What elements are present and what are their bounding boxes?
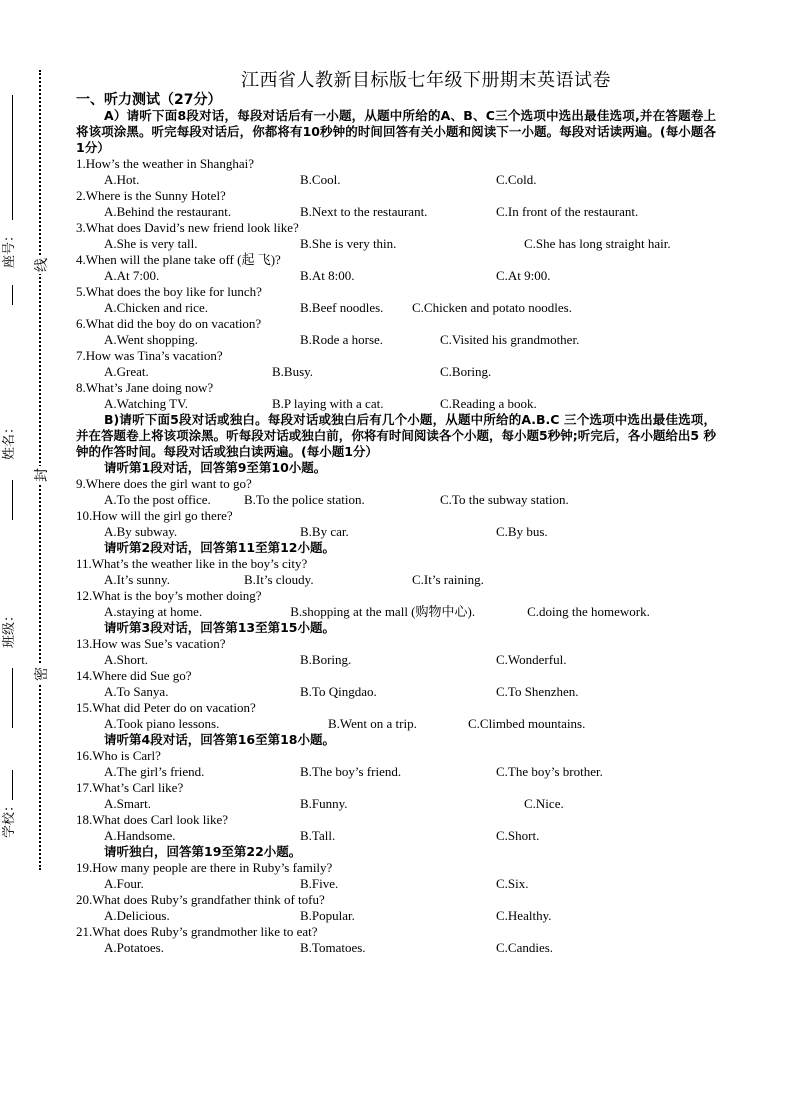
options-row	[76, 940, 716, 956]
options-row	[76, 492, 716, 508]
exam-content	[76, 70, 716, 956]
option-c: C.It’s raining.	[412, 572, 484, 587]
option-c: C.doing the homework.	[527, 604, 650, 619]
question-stem: 3.What does David’s new friend look like?	[76, 220, 299, 235]
option-b: B.To Qingdao.	[300, 684, 377, 699]
options-row	[76, 716, 716, 732]
option-a: A.Great.	[104, 364, 149, 379]
option-c: C.Healthy.	[496, 908, 552, 923]
part-b-instructions: B)请听下面5段对话或独白。每段对话或独白后有几个小题，从题中所给的A.B.C 三个选项中选出最佳选项，并在答题卷上将该项涂黑。听每段对话或独白前，你将有时间阅读各个小题，每小题5秒钟;听完后，各小题给出5 秒钟的作答时间。每段对话或独白读两遍。(每小题1分）	[76, 412, 716, 459]
option-a: A.Smart.	[104, 796, 151, 811]
option-a: A.Handsome.	[104, 828, 176, 843]
question-stem: 11.What’s the weather like in the boy’s city?	[76, 556, 308, 571]
name-underline	[12, 480, 13, 520]
question-stem: 21.What does Ruby’s grandmother like to eat?	[76, 924, 318, 939]
options-row	[76, 300, 716, 316]
option-a: A.Potatoes.	[104, 940, 164, 955]
option-a: A.Took piano lessons.	[104, 716, 220, 731]
class-label: 班级：	[2, 608, 17, 648]
option-c: C.To the subway station.	[440, 492, 569, 507]
option-b: B.shopping at the mall (购物中心).	[290, 604, 476, 619]
option-c: C.Nice.	[524, 796, 564, 811]
option-b: B.Beef noodles.	[300, 300, 384, 315]
dialogue-2-instruction: 请听第2段对话，回答第11至第12小题。	[104, 540, 335, 555]
option-a: A.staying at home.	[104, 604, 203, 619]
option-a: A.Went shopping.	[104, 332, 198, 347]
dialogue-3-instruction: 请听第3段对话，回答第13至第15小题。	[104, 620, 335, 635]
part-a-instructions: A）请听下面8段对话，每段对话后有一小题，从题中所给的A、B、C三个选项中选出最佳选项,并在答题卷上将该项涂黑。听完每段对话后，你都将有10秒钟的时间回答有关小题和阅读下一小题。每段对话读两遍。(每小题各1分）	[76, 108, 716, 155]
section-listening-heading: 一、听力测试（27分）	[76, 92, 222, 108]
option-b: B.By car.	[300, 524, 349, 539]
class-underline	[12, 668, 13, 728]
part-a-questions	[76, 156, 716, 412]
options-row	[76, 332, 716, 348]
option-b: B.Busy.	[272, 364, 314, 379]
binding-char-line: 线	[31, 256, 49, 274]
options-row	[76, 172, 716, 188]
options-row	[76, 204, 716, 220]
school-label: 学校：	[2, 798, 17, 838]
question-stem: 19.How many people are there in Ruby’s family?	[76, 860, 333, 875]
question-stem: 17.What’s Carl like?	[76, 780, 184, 795]
options-row	[76, 684, 716, 700]
option-a: A.Hot.	[104, 172, 140, 187]
question-stem: 5.What does the boy like for lunch?	[76, 284, 262, 299]
options-row	[76, 236, 716, 252]
option-a: A.At 7:00.	[104, 268, 160, 283]
option-b: B.At 8:00.	[300, 268, 355, 283]
question-stem: 14.Where did Sue go?	[76, 668, 192, 683]
option-a: A.To the post office.	[104, 492, 211, 507]
option-c: C.She has long straight hair.	[524, 236, 671, 251]
question-stem: 9.Where does the girl want to go?	[76, 476, 252, 491]
option-c: C.Cold.	[496, 172, 537, 187]
option-b: B.She is very thin.	[300, 236, 397, 251]
option-b: B.Five.	[300, 876, 339, 891]
seat-number-underline	[12, 95, 13, 220]
option-c: C.The boy’s brother.	[496, 764, 603, 779]
option-b: B.It’s cloudy.	[244, 572, 314, 587]
binding-char-seal: 封	[31, 466, 49, 484]
dialogue-1-instruction: 请听第1段对话，回答第9至第10小题。	[104, 460, 327, 475]
dialogue-1-questions	[76, 476, 716, 540]
option-b: B.To the police station.	[244, 492, 365, 507]
options-row	[76, 572, 716, 588]
option-b: B.Next to the restaurant.	[300, 204, 428, 219]
options-row	[76, 764, 716, 780]
option-c: C.Boring.	[440, 364, 492, 379]
exam-title: 江西省人教新目标版七年级下册期末英语试卷	[241, 70, 611, 91]
option-b: B.Boring.	[300, 652, 352, 667]
option-b: B.Funny.	[300, 796, 348, 811]
option-c: C.Short.	[496, 828, 540, 843]
option-b: B.Tall.	[300, 828, 336, 843]
question-stem: 7.How was Tina’s vacation?	[76, 348, 223, 363]
options-row	[76, 796, 716, 812]
question-stem: 18.What does Carl look like?	[76, 812, 228, 827]
option-c: C.Climbed mountains.	[468, 716, 586, 731]
option-c: C.Candies.	[496, 940, 554, 955]
question-stem: 1.How’s the weather in Shanghai?	[76, 156, 254, 171]
option-a: A.The girl’s friend.	[104, 764, 205, 779]
options-row	[76, 876, 716, 892]
question-stem: 20.What does Ruby’s grandfather think of tofu?	[76, 892, 325, 907]
question-stem: 13.How was Sue’s vacation?	[76, 636, 226, 651]
question-stem: 4.When will the plane take off (起 飞)?	[76, 252, 281, 267]
question-stem: 10.How will the girl go there?	[76, 508, 233, 523]
monologue-instruction: 请听独白，回答第19至第22小题。	[104, 844, 302, 859]
option-a: A.By subway.	[104, 524, 178, 539]
question-12-options	[76, 604, 716, 620]
binding-char-secret: 密	[31, 665, 49, 683]
option-a: A.She is very tall.	[104, 236, 198, 251]
question-stem: 6.What did the boy do on vacation?	[76, 316, 262, 331]
dialogue-4-questions	[76, 748, 716, 844]
option-b: B.Cool.	[300, 172, 341, 187]
options-row	[76, 652, 716, 668]
seat-number-underline-lower	[12, 285, 13, 305]
option-a: A.Four.	[104, 876, 144, 891]
option-c: C.Six.	[496, 876, 529, 891]
option-a: A.Delicious.	[104, 908, 170, 923]
question-stem: 12.What is the boy’s mother doing?	[76, 588, 262, 603]
option-a: A.Chicken and rice.	[104, 300, 208, 315]
option-b: B.Went on a trip.	[328, 716, 417, 731]
option-a: A.Short.	[104, 652, 149, 667]
option-a: A.Behind the restaurant.	[104, 204, 232, 219]
seat-number-label: 座号：	[2, 228, 17, 268]
question-stem: 16.Who is Carl?	[76, 748, 161, 763]
option-b: B.The boy’s friend.	[300, 764, 402, 779]
options-row	[76, 828, 716, 844]
option-b: B.P laying with a cat.	[272, 396, 384, 411]
option-c: C.In front of the restaurant.	[496, 204, 639, 219]
question-stem: 15.What did Peter do on vacation?	[76, 700, 256, 715]
question-stem: 8.What’s Jane doing now?	[76, 380, 214, 395]
school-underline	[12, 770, 13, 800]
option-c: C.To Shenzhen.	[496, 684, 579, 699]
option-a: A.To Sanya.	[104, 684, 169, 699]
name-label: 姓名：	[2, 420, 17, 460]
option-c: C.Reading a book.	[440, 396, 537, 411]
options-row	[76, 364, 716, 380]
question-stem: 2.Where is the Sunny Hotel?	[76, 188, 226, 203]
options-row	[76, 396, 716, 412]
option-b: B.Rode a horse.	[300, 332, 384, 347]
option-b: B.Tomatoes.	[300, 940, 366, 955]
option-c: C.Chicken and potato noodles.	[412, 300, 572, 315]
option-c: C.By bus.	[496, 524, 548, 539]
options-row	[76, 268, 716, 284]
dialogue-2-questions	[76, 556, 716, 588]
option-c: C.Visited his grandmother.	[440, 332, 580, 347]
option-a: A.Watching TV.	[104, 396, 189, 411]
option-b: B.Popular.	[300, 908, 355, 923]
options-row	[76, 524, 716, 540]
dialogue-4-instruction: 请听第4段对话，回答第16至第18小题。	[104, 732, 335, 747]
dialogue-3-questions	[76, 636, 716, 732]
option-c: C.Wonderful.	[496, 652, 567, 667]
option-a: A.It’s sunny.	[104, 572, 170, 587]
option-c: C.At 9:00.	[496, 268, 551, 283]
monologue-questions	[76, 860, 716, 956]
options-row	[76, 908, 716, 924]
